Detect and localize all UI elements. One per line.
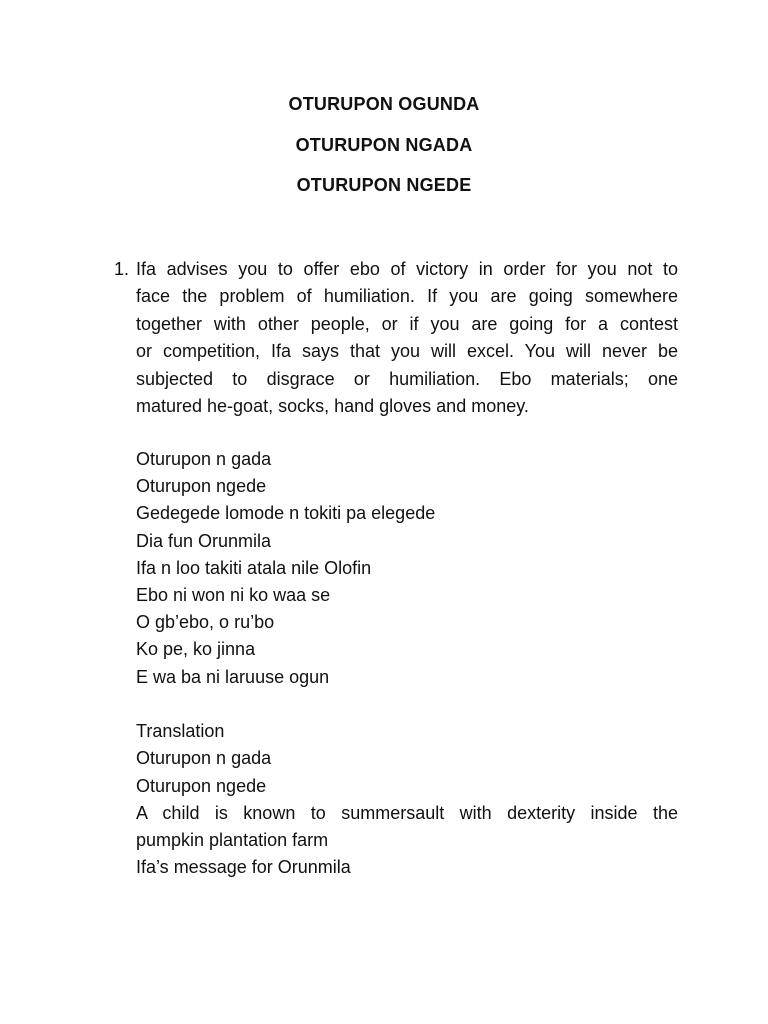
verse-line: Ebo ni won ni ko waa se	[136, 585, 331, 606]
translation-line: Oturupon ngede	[136, 775, 267, 796]
verse-line: Dia fun Orunmila	[136, 530, 272, 551]
translation-block	[136, 718, 678, 882]
verse-line: E wa ba ni laruuse ogun	[136, 666, 330, 687]
translation-label: Translation	[136, 721, 225, 741]
heading-oturupon-ngede: OTURUPON NGEDE	[296, 175, 472, 195]
list-item-paragraph	[136, 256, 678, 420]
verse-line: Oturupon n gada	[136, 449, 272, 469]
heading-oturupon-ogunda: OTURUPON OGUNDA	[288, 94, 480, 114]
translation-line: Ifa’s message for Orunmila	[136, 857, 351, 878]
verse-line: Gedegede lomode n tokiti pa elegede	[136, 503, 436, 524]
translation-line: Oturupon n gada	[136, 748, 272, 769]
translation-line: A child is known to summersault with dexterity inside the	[136, 802, 678, 823]
verse-block	[136, 446, 696, 691]
paragraph-line: together with other people, or if you are going for a contest	[136, 313, 678, 334]
translation-line: pumpkin plantation farm	[136, 830, 329, 851]
paragraph-line: subjected to disgrace or humiliation. Ebo materials; one	[136, 368, 678, 389]
paragraph-line: matured he-goat, socks, hand gloves and money.	[136, 396, 529, 417]
paragraph-line: Ifa advises you to offer ebo of victory in order for you not to	[136, 259, 678, 279]
heading-oturupon-ngada: OTURUPON NGADA	[295, 135, 473, 155]
verse-line: Ifa n loo takiti atala nile Olofin	[136, 557, 372, 578]
paragraph-line: or competition, Ifa says that you will excel. You will never be	[136, 341, 678, 362]
paragraph-line: face the problem of humiliation. If you are going somewhere	[136, 286, 678, 307]
verse-line: Ko pe, ko jinna	[136, 639, 256, 660]
verse-line: Oturupon ngede	[136, 476, 267, 497]
list-item-number: 1.	[114, 259, 130, 279]
verse-line: O gb’ebo, o ru’bo	[136, 612, 275, 633]
